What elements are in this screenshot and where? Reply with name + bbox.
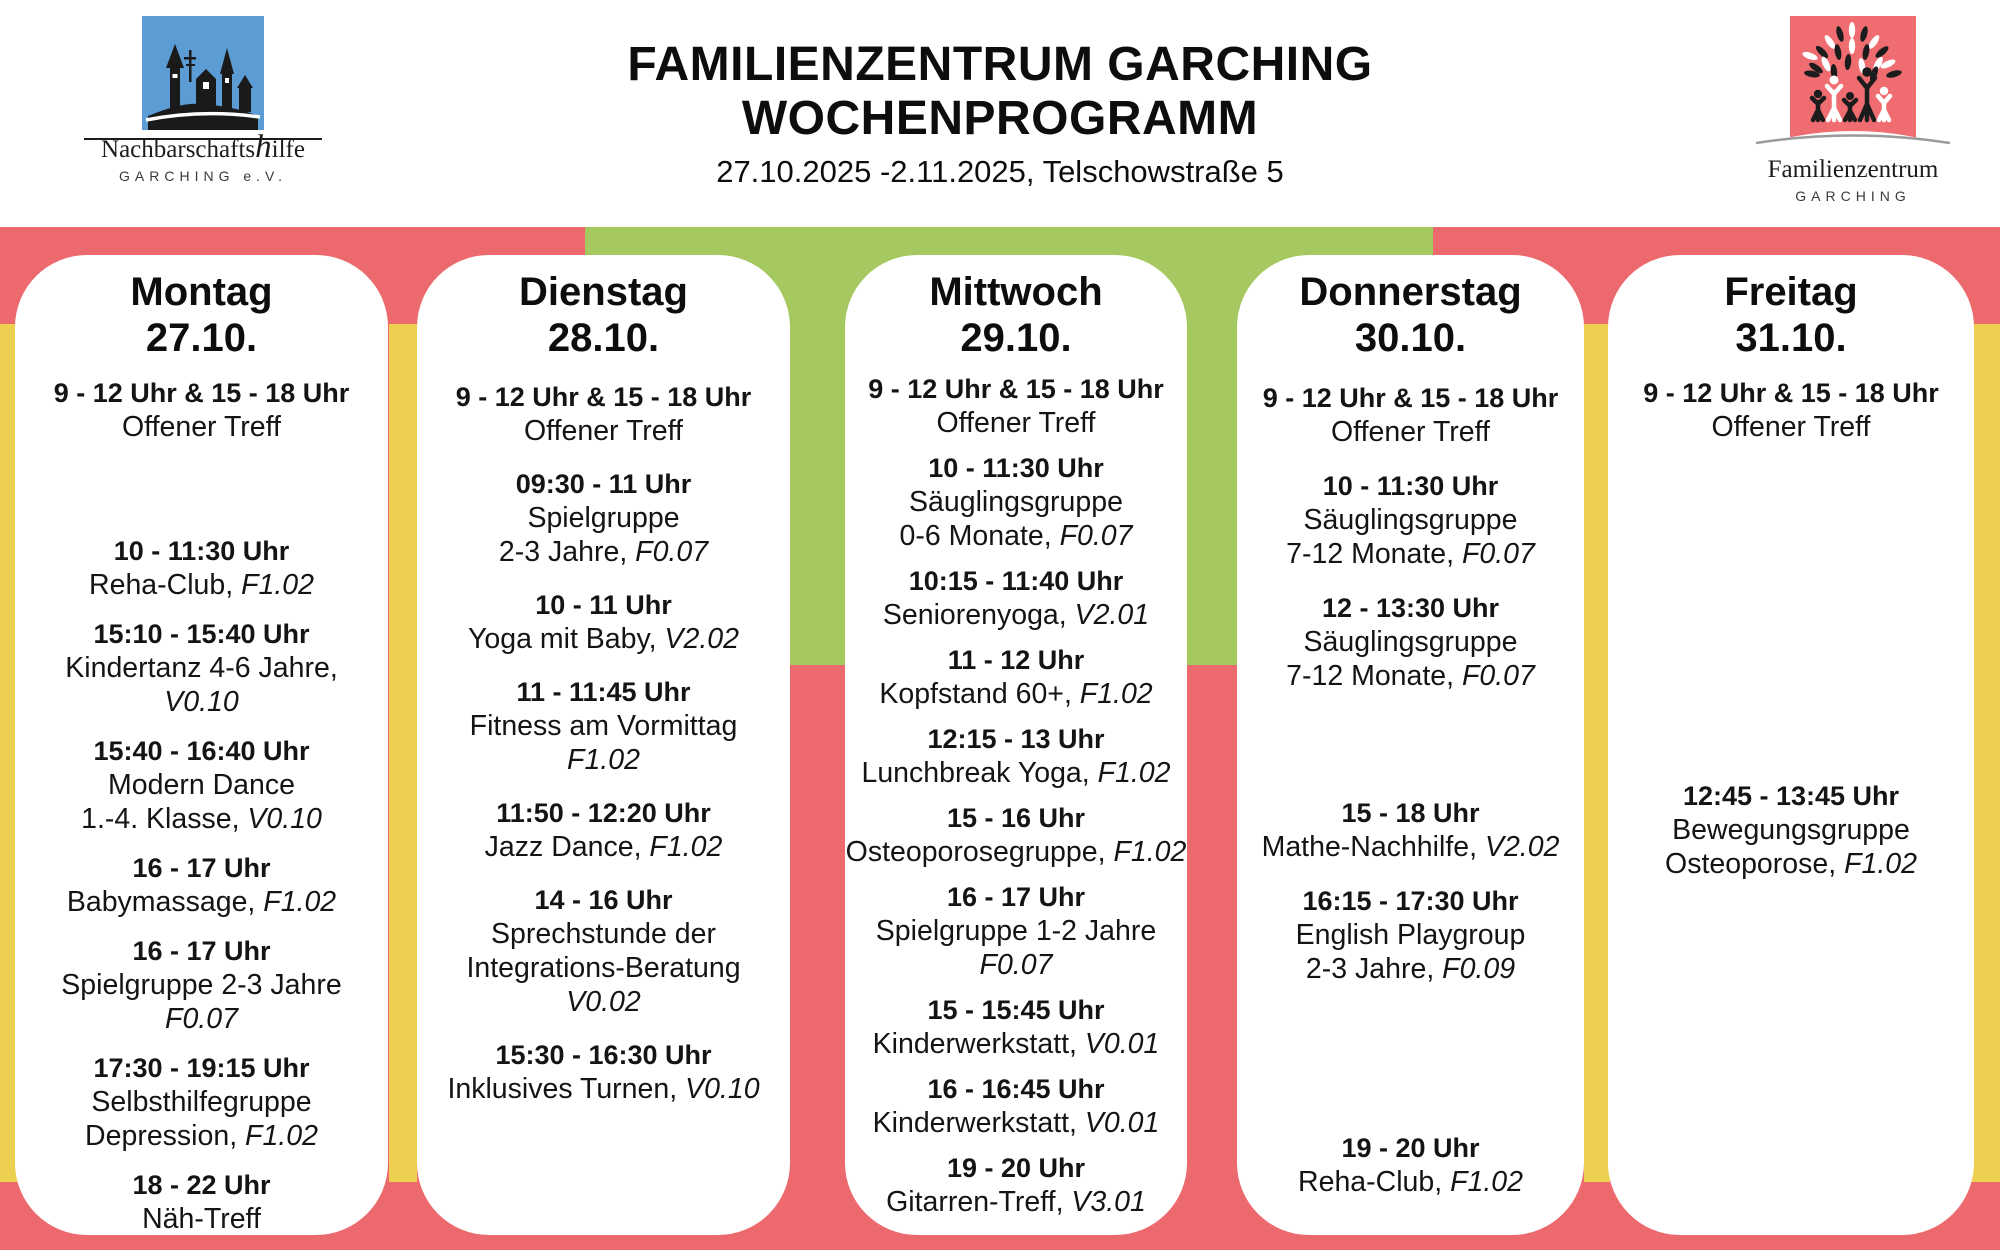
event-block: [15, 934, 388, 1036]
event-text: Kopfstand 60+,: [879, 678, 1080, 710]
event-line: [1608, 813, 1974, 847]
room-code: F1.02: [245, 1120, 318, 1152]
event-line: [417, 501, 790, 535]
event-time: 9 - 12 Uhr & 15 - 18 Uhr: [1262, 383, 1559, 413]
event-line: [845, 835, 1187, 869]
room-code: V0.01: [1084, 1028, 1160, 1060]
event-list: [1608, 376, 1974, 881]
day-name: Mittwoch: [929, 270, 1103, 314]
event-line: [417, 622, 790, 656]
event-text: Babymassage,: [66, 886, 264, 918]
event-line: [15, 1202, 388, 1236]
event-line: [845, 677, 1187, 711]
room-code: F1.02: [1113, 836, 1187, 868]
event-line: [15, 885, 388, 919]
room-code: V0.10: [247, 803, 322, 835]
event-block: [1608, 779, 1974, 881]
room-code: V2.02: [664, 623, 739, 655]
event-time: 9 - 12 Uhr & 15 - 18 Uhr: [455, 382, 752, 412]
room-code: V0.10: [164, 686, 239, 718]
event-text: Yoga mit Baby,: [468, 623, 665, 655]
event-block: [845, 1151, 1187, 1219]
event-line: [15, 802, 388, 836]
event-block: [845, 451, 1187, 553]
event-block: [1237, 1131, 1584, 1199]
room-code: F1.02: [241, 569, 314, 601]
event-text: Sprechstunde der: [491, 918, 716, 950]
event-list: [15, 376, 388, 1236]
event-text: Gitarren-Treff,: [886, 1186, 1072, 1218]
day-header: [1237, 269, 1584, 361]
room-code: F0.07: [1059, 520, 1133, 552]
day-date: 31.10.: [1735, 316, 1847, 360]
event-text: Reha-Club,: [89, 569, 242, 601]
event-block: [417, 796, 790, 864]
event-text: Kindertanz 4-6 Jahre,: [65, 652, 338, 684]
page-title-line2: WOCHENPROGRAMM: [741, 92, 1259, 145]
logo-left-name-part: ilfe: [271, 136, 305, 163]
event-line: [15, 1119, 388, 1153]
event-text: Selbsthilfegruppe: [91, 1086, 312, 1118]
event-time: 16 - 17 Uhr: [132, 936, 271, 966]
day-header: [15, 269, 388, 361]
event-time: 11:50 - 12:20 Uhr: [496, 798, 711, 828]
page-title-line1: FAMILIENZENTRUM GARCHING: [627, 38, 1373, 91]
event-text: Säuglingsgruppe: [909, 486, 1123, 518]
event-time: 15 - 15:45 Uhr: [927, 995, 1105, 1025]
event-block: [417, 675, 790, 777]
room-code: F1.02: [649, 831, 723, 863]
event-text: 2-3 Jahre,: [498, 536, 636, 568]
event-block: [15, 376, 388, 444]
event-text: 7-12 Monate,: [1286, 538, 1462, 570]
event-time: 12:45 - 13:45 Uhr: [1682, 781, 1900, 811]
room-code: F1.02: [1844, 848, 1917, 880]
event-time: 15 - 18 Uhr: [1341, 798, 1480, 828]
event-line: [845, 1027, 1187, 1061]
logo-right-name: Familienzentrum: [1767, 156, 1939, 183]
event-line: [845, 1185, 1187, 1219]
day-name: Donnerstag: [1299, 270, 1522, 314]
family-tree-icon: [1733, 16, 1973, 156]
event-line: [1237, 918, 1584, 952]
event-block: [15, 851, 388, 919]
event-block: [417, 588, 790, 656]
event-text: English Playgroup: [1295, 919, 1526, 951]
event-time: 11 - 12 Uhr: [947, 645, 1085, 675]
event-line: [1608, 847, 1974, 881]
event-line: [417, 414, 790, 448]
event-block: [845, 801, 1187, 869]
event-text: Spielgruppe 2-3 Jahre: [61, 969, 342, 1001]
day-column-dienstag: [417, 255, 790, 1235]
event-line: [417, 743, 790, 777]
event-time: 19 - 20 Uhr: [1341, 1133, 1480, 1163]
day-date: 28.10.: [547, 316, 660, 360]
event-block: [15, 534, 388, 602]
event-time: 9 - 12 Uhr & 15 - 18 Uhr: [1643, 378, 1939, 408]
day-header: [417, 269, 790, 361]
day-column-donnerstag: [1237, 255, 1584, 1235]
event-line: [1237, 503, 1584, 537]
room-code: F1.02: [1450, 1166, 1523, 1198]
event-line: [845, 948, 1187, 982]
event-time: 16 - 17 Uhr: [946, 882, 1086, 912]
event-text: Offener Treff: [936, 407, 1096, 439]
day-name: Freitag: [1724, 270, 1858, 314]
event-text: 0-6 Monate,: [899, 520, 1060, 552]
event-text: Säuglingsgruppe: [1303, 626, 1518, 658]
room-code: F1.02: [567, 744, 640, 776]
event-line: [845, 485, 1187, 519]
event-text: Offener Treff: [1331, 416, 1490, 448]
room-code: F1.02: [1097, 757, 1171, 789]
event-text: Osteoporose,: [1665, 848, 1845, 880]
event-block: [845, 1072, 1187, 1140]
event-block: [845, 372, 1187, 440]
event-text: Lunchbreak Yoga,: [861, 757, 1098, 789]
day-date: 30.10.: [1354, 316, 1467, 360]
room-code: V0.02: [566, 986, 641, 1018]
event-text: Modern Dance: [108, 769, 295, 801]
event-line: [15, 651, 388, 685]
event-text: Jazz Dance,: [484, 831, 650, 863]
page-subtitle: 27.10.2025 -2.11.2025, Telschowstraße 5: [716, 154, 1284, 189]
event-block: [1608, 376, 1974, 444]
day-column-montag: [15, 255, 388, 1235]
event-time: 12 - 13:30 Uhr: [1321, 593, 1500, 623]
day-header: [1608, 269, 1974, 361]
event-time: 19 - 20 Uhr: [946, 1153, 1086, 1183]
event-line: [15, 1002, 388, 1036]
room-code: F1.02: [263, 886, 337, 918]
event-time: 15 - 16 Uhr: [946, 803, 1086, 833]
room-code: V0.10: [685, 1073, 760, 1105]
event-line: [1237, 830, 1584, 864]
event-block: [845, 564, 1187, 632]
event-line: [845, 914, 1187, 948]
nachbarschaftshilfe-logo: [78, 16, 328, 184]
event-line: [845, 519, 1187, 553]
room-code: F0.07: [1461, 660, 1535, 692]
event-block: [845, 880, 1187, 982]
room-code: F0.09: [1442, 953, 1516, 985]
room-code: F0.07: [1461, 538, 1535, 570]
room-code: V0.01: [1084, 1107, 1160, 1139]
day-date: 27.10.: [145, 316, 258, 360]
event-list: [845, 372, 1187, 1219]
event-text: Integrations-Beratung: [466, 952, 741, 984]
logo-left-subtitle: GARCHING e.V.: [119, 168, 287, 184]
logo-left-name: [78, 129, 328, 165]
event-time: 10 - 11:30 Uhr: [113, 536, 290, 566]
event-text: 1.-4. Klasse,: [81, 803, 248, 835]
event-line: [417, 1072, 790, 1106]
day-name: Dienstag: [519, 270, 688, 314]
event-block: [845, 643, 1187, 711]
event-time: 10 - 11 Uhr: [535, 590, 672, 620]
event-line: [15, 968, 388, 1002]
event-time: 10 - 11:30 Uhr: [928, 453, 1104, 483]
event-time: 9 - 12 Uhr & 15 - 18 Uhr: [868, 374, 1164, 404]
event-time: 14 - 16 Uhr: [534, 885, 673, 915]
event-time: 15:10 - 15:40 Uhr: [93, 619, 310, 649]
event-block: [417, 380, 790, 448]
event-time: 16 - 17 Uhr: [132, 853, 271, 883]
day-column-freitag: [1608, 255, 1974, 1235]
event-time: 10:15 - 11:40 Uhr: [908, 566, 1124, 596]
event-line: [417, 951, 790, 985]
event-line: [1237, 625, 1584, 659]
event-time: 11 - 11:45 Uhr: [516, 677, 691, 707]
event-time: 15:40 - 16:40 Uhr: [93, 736, 310, 766]
event-time: 17:30 - 19:15 Uhr: [93, 1053, 310, 1083]
room-code: V2.02: [1484, 831, 1560, 863]
event-text: Inklusives Turnen,: [447, 1073, 686, 1105]
event-block: [1237, 469, 1584, 571]
event-text: Reha-Club,: [1298, 1166, 1451, 1198]
event-text: Offener Treff: [122, 411, 281, 443]
event-line: [417, 709, 790, 743]
event-line: [845, 598, 1187, 632]
event-time: 16:15 - 17:30 Uhr: [1302, 886, 1519, 916]
event-line: [845, 756, 1187, 790]
event-line: [1608, 410, 1974, 444]
room-code: V2.01: [1074, 599, 1150, 631]
town-silhouette-icon: [78, 16, 328, 130]
event-line: [1237, 1165, 1584, 1199]
event-time: 12:15 - 13 Uhr: [927, 724, 1105, 754]
event-block: [15, 1051, 388, 1153]
event-text: Osteoporosegruppe,: [845, 836, 1114, 868]
event-line: [845, 406, 1187, 440]
event-block: [1237, 381, 1584, 449]
event-text: Näh-Treff: [142, 1203, 261, 1235]
event-block: [417, 467, 790, 569]
event-text: Spielgruppe: [527, 502, 680, 534]
event-line: [417, 985, 790, 1019]
event-line: [1237, 952, 1584, 986]
event-time: 18 - 22 Uhr: [132, 1170, 271, 1200]
event-line: [15, 410, 388, 444]
event-text: Offener Treff: [1711, 411, 1871, 443]
room-code: F0.07: [979, 949, 1053, 981]
event-text: Bewegungsgruppe: [1672, 814, 1910, 846]
event-text: Spielgruppe 1-2 Jahre: [875, 915, 1157, 947]
event-line: [15, 568, 388, 602]
logo-left-name-part: h: [255, 129, 272, 165]
event-block: [845, 993, 1187, 1061]
event-time: 09:30 - 11 Uhr: [515, 469, 692, 499]
logo-left-name-part: Nachbarschafts: [101, 136, 256, 163]
event-text: Fitness am Vormittag: [469, 710, 738, 742]
event-text: Seniorenyoga,: [882, 599, 1075, 631]
event-line: [1237, 537, 1584, 571]
event-line: [845, 1106, 1187, 1140]
event-list: [417, 380, 790, 1106]
event-list: [1237, 381, 1584, 1199]
event-line: [15, 1085, 388, 1119]
event-block: [15, 617, 388, 719]
event-line: [1237, 659, 1584, 693]
event-line: [15, 768, 388, 802]
event-block: [1237, 796, 1584, 864]
event-time: 16 - 16:45 Uhr: [927, 1074, 1105, 1104]
logo-right-subtitle: GARCHING: [1795, 188, 1911, 204]
event-block: [417, 1038, 790, 1106]
event-text: Kinderwerkstatt,: [872, 1028, 1085, 1060]
event-text: Depression,: [85, 1120, 246, 1152]
event-block: [1237, 884, 1584, 986]
event-block: [1237, 591, 1584, 693]
event-text: 7-12 Monate,: [1286, 660, 1462, 692]
room-code: F0.07: [165, 1003, 238, 1035]
day-header: [845, 269, 1187, 361]
day-date: 29.10.: [960, 316, 1072, 360]
event-text: Offener Treff: [524, 415, 683, 447]
day-name: Montag: [130, 270, 273, 314]
event-block: [417, 883, 790, 1019]
room-code: F0.07: [635, 536, 709, 568]
room-code: F1.02: [1079, 678, 1153, 710]
day-column-mittwoch: [845, 255, 1187, 1235]
event-line: [417, 917, 790, 951]
room-code: V3.01: [1071, 1186, 1146, 1218]
event-text: Mathe-Nachhilfe,: [1261, 831, 1485, 863]
event-line: [1237, 415, 1584, 449]
event-line: [15, 685, 388, 719]
event-block: [845, 722, 1187, 790]
event-time: 10 - 11:30 Uhr: [1322, 471, 1499, 501]
event-line: [417, 830, 790, 864]
event-time: 15:30 - 16:30 Uhr: [495, 1040, 712, 1070]
event-line: [417, 535, 790, 569]
event-block: [15, 734, 388, 836]
familienzentrum-logo: [1733, 16, 1973, 204]
event-time: 9 - 12 Uhr & 15 - 18 Uhr: [53, 378, 350, 408]
event-block: [15, 1168, 388, 1236]
event-text: 2-3 Jahre,: [1305, 953, 1443, 985]
event-text: Säuglingsgruppe: [1303, 504, 1518, 536]
event-text: Kinderwerkstatt,: [872, 1107, 1085, 1139]
